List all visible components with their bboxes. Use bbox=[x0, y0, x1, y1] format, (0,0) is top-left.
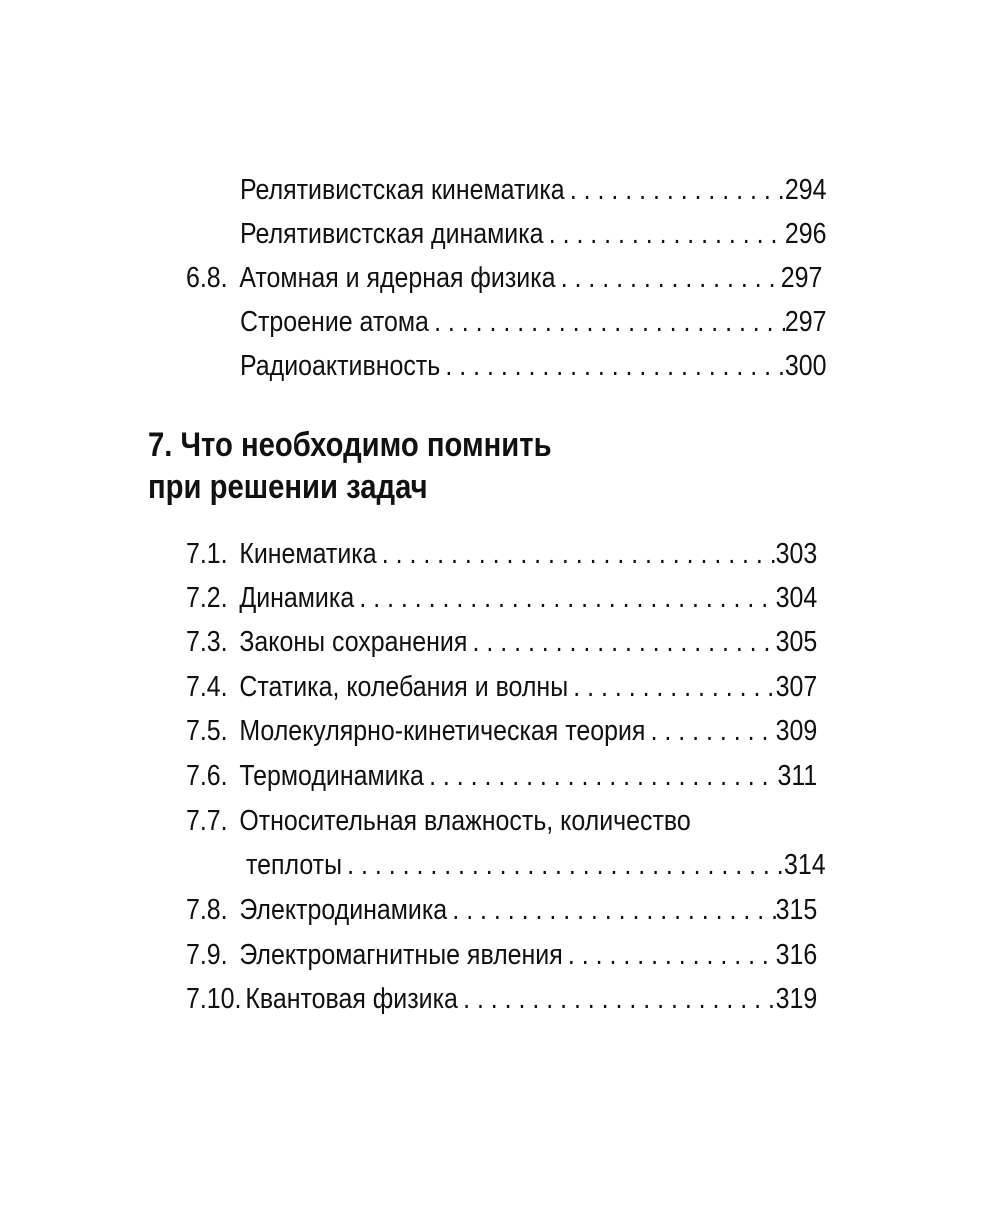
toc-entry-number: 7.3. bbox=[186, 626, 228, 658]
dot-leader bbox=[458, 979, 776, 1019]
toc-entry-7-4[interactable] bbox=[186, 667, 817, 707]
toc-entry-7-6[interactable] bbox=[186, 756, 817, 796]
toc-entry-title: Релятивистская динамика bbox=[240, 218, 544, 250]
toc-entry-7-8[interactable] bbox=[186, 890, 817, 930]
toc-entry-page: 305 bbox=[775, 626, 818, 658]
toc-entry-number: 7.9. bbox=[186, 939, 228, 971]
toc-entry-relativistic-dynamics[interactable] bbox=[240, 214, 827, 254]
toc-entry-page: 319 bbox=[775, 983, 818, 1015]
dot-leader bbox=[568, 667, 776, 707]
toc-entry-title: Термодинамика bbox=[239, 760, 424, 792]
dot-leader bbox=[354, 578, 775, 618]
dot-leader bbox=[467, 622, 775, 662]
toc-entry-title: Квантовая физика bbox=[245, 983, 458, 1015]
toc-entry-page: 296 bbox=[784, 218, 827, 250]
toc-entry-title: Законы сохранения bbox=[239, 626, 468, 658]
dot-leader bbox=[544, 214, 785, 254]
toc-entry-atom-structure[interactable] bbox=[240, 302, 827, 342]
toc-entry-7-7[interactable] bbox=[186, 801, 691, 841]
toc-entry-number: 7.10. bbox=[186, 983, 242, 1015]
toc-entry-number: 7.4. bbox=[186, 671, 228, 703]
dot-leader bbox=[556, 258, 781, 298]
toc-entry-page: 297 bbox=[780, 262, 823, 294]
dot-leader bbox=[424, 756, 778, 796]
toc-entry-title: Атомная и ядерная физика bbox=[239, 262, 556, 294]
toc-entry-page: 300 bbox=[784, 350, 827, 382]
toc-entry-number: 7.7. bbox=[186, 805, 228, 837]
chapter-heading-line2: при решении задач bbox=[148, 468, 428, 506]
dot-leader bbox=[342, 845, 784, 885]
toc-entry-page: 316 bbox=[775, 939, 818, 971]
toc-entry-7-1[interactable] bbox=[186, 534, 817, 574]
toc-entry-number: 7.1. bbox=[186, 538, 228, 570]
toc-entry-number: 7.6. bbox=[186, 760, 228, 792]
toc-entry-title: Динамика bbox=[239, 582, 355, 614]
toc-entry-page: 304 bbox=[775, 582, 818, 614]
dot-leader bbox=[377, 534, 776, 574]
toc-entry-relativistic-kinematics[interactable] bbox=[240, 170, 827, 210]
toc-entry-page: 309 bbox=[775, 715, 818, 747]
toc-entry-title: Статика, колебания и волны bbox=[239, 671, 569, 703]
toc-entry-page: 311 bbox=[777, 760, 818, 792]
dot-leader bbox=[429, 302, 785, 342]
toc-entry-title: Строение атома bbox=[240, 306, 429, 338]
toc-entry-7-9[interactable] bbox=[186, 935, 817, 975]
toc-entry-title: Электродинамика bbox=[239, 894, 448, 926]
toc-entry-page: 307 bbox=[775, 671, 818, 703]
toc-entry-title: Молекулярно-кинетическая теория bbox=[239, 715, 646, 747]
toc-entry-page: 314 bbox=[784, 849, 826, 881]
toc-entry-number: 7.5. bbox=[186, 715, 228, 747]
toc-entry-7-5[interactable] bbox=[186, 711, 817, 751]
toc-entry-7-2[interactable] bbox=[186, 578, 817, 618]
toc-entry-title: Электромагнитные явления bbox=[239, 939, 563, 971]
toc-entry-7-7-continuation[interactable] bbox=[246, 845, 826, 885]
toc-entry-title: Кинематика bbox=[239, 538, 377, 570]
toc-entry-page: 294 bbox=[784, 174, 827, 206]
toc-entry-number: 7.8. bbox=[186, 894, 228, 926]
toc-entry-page: 303 bbox=[775, 538, 818, 570]
toc-entry-page: 297 bbox=[784, 306, 827, 338]
toc-entry-number: 7.2. bbox=[186, 582, 228, 614]
toc-entry-6-8[interactable] bbox=[186, 258, 822, 298]
toc-entry-title: Релятивистская кинематика bbox=[240, 174, 565, 206]
dot-leader bbox=[565, 170, 785, 210]
toc-entry-7-10[interactable] bbox=[186, 979, 817, 1019]
toc-entry-title-continuation: теплоты bbox=[246, 849, 343, 881]
toc-entry-page: 315 bbox=[775, 894, 818, 926]
toc-entry-7-3[interactable] bbox=[186, 622, 817, 662]
toc-entry-title: Радиоактивность bbox=[240, 350, 441, 382]
chapter-heading-line1: 7. Что необходимо помнить bbox=[148, 426, 552, 464]
dot-leader bbox=[440, 346, 785, 386]
dot-leader bbox=[563, 935, 776, 975]
toc-entry-number: 6.8. bbox=[186, 262, 228, 294]
dot-leader bbox=[447, 890, 775, 930]
toc-entry-radioactivity[interactable] bbox=[240, 346, 827, 386]
dot-leader bbox=[645, 711, 775, 751]
chapter-heading bbox=[148, 424, 552, 508]
toc-entry-title: Относительная влажность, количество bbox=[239, 805, 691, 837]
